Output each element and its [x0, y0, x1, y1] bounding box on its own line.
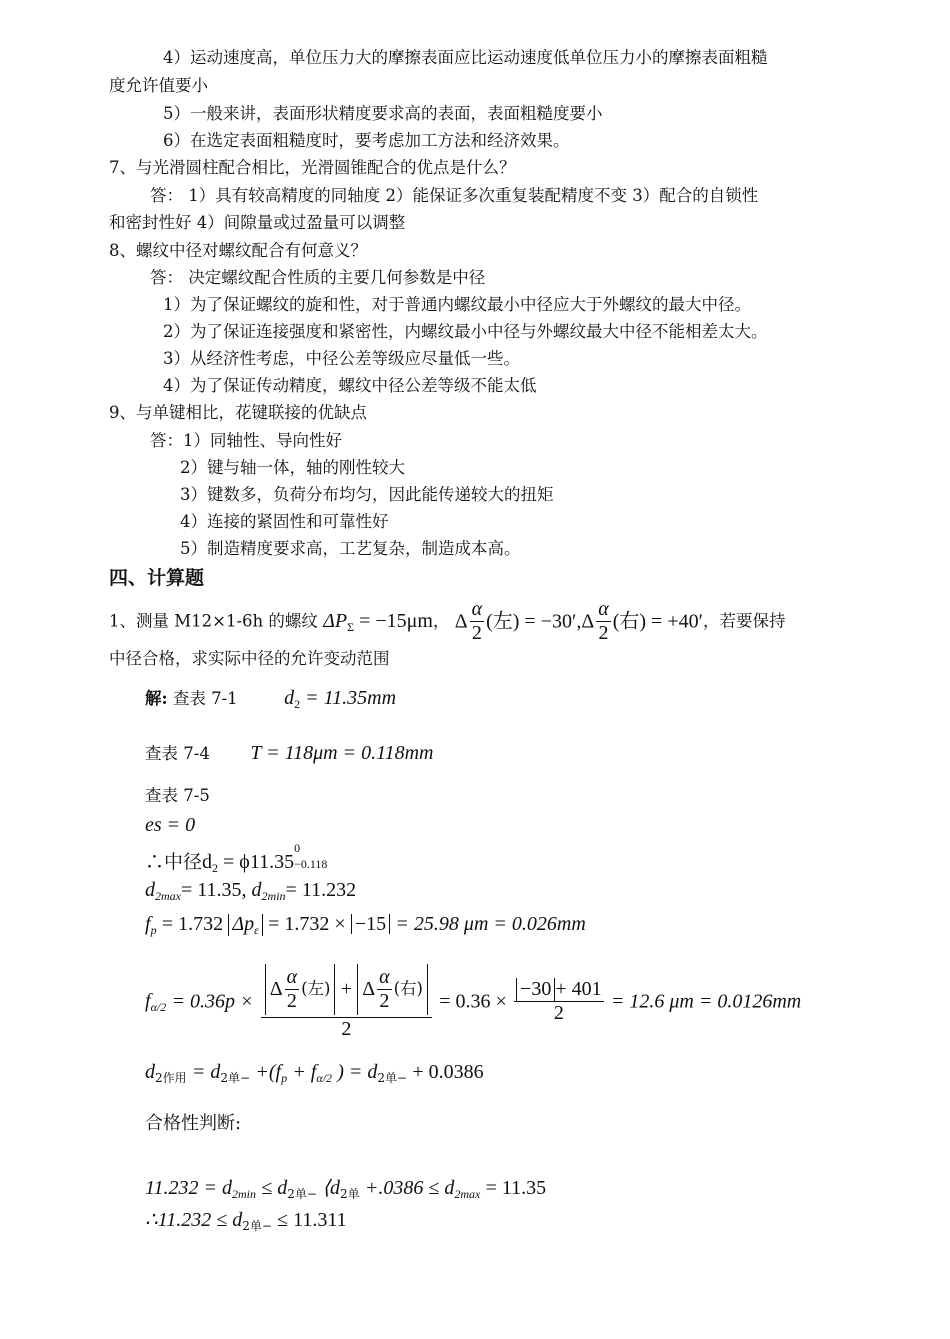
text-line: 2）为了保证连接强度和紧密性，内螺纹最小中径与外螺纹最大中径不能相差太大。 — [163, 322, 768, 341]
text-line: 4）运动速度高，单位压力大的摩擦表面应比运动速度低单位压力小的摩擦表面粗糙 — [163, 48, 768, 67]
text-line: 3）键数多，负荷分布均匀，因此能传递较大的扭矩 — [180, 485, 554, 504]
question-7: 7、与光滑圆柱配合相比，光滑圆锥配合的优点是什么？ — [109, 158, 516, 177]
solution-line-3: 查表 7-5 — [145, 786, 210, 805]
mid-diameter-line: ∴中径$d_2 = \phi 11.35$ 0 −0.118 — [145, 841, 328, 875]
solution-line-1: 解: 查表 7-1 $d_2 = 11.35mm$ — [145, 687, 397, 711]
text-line: 5）制造精度要求高，工艺复杂，制造成本高。 — [180, 539, 521, 558]
text-line: 答： 1）具有较高精度的同轴度 2）能保证多次重复装配精度不变 3）配合的自锁性 — [150, 186, 759, 205]
text-line: 6）在选定表面粗糙度时，要考虑加工方法和经济效果。 — [163, 131, 570, 150]
text-line: 度允许值要小 — [109, 76, 208, 95]
text-line: 3）从经济性考虑，中径公差等级应尽量低一些。 — [163, 349, 520, 368]
d2-limits-line: $d_{2max}= 11.35$, $d_{2min}= 11.232$ — [145, 879, 357, 903]
question-9: 9、与单键相比，花键联接的优缺点 — [109, 403, 367, 422]
solution-line-2: 查表 7-4 T = 118μm = 0.118mm — [145, 742, 434, 764]
problem-statement-line2: 中径合格，求实际中径的允许变动范围 — [109, 649, 390, 668]
fp-line: $f_p = 1.732$ $\Delta p_\varepsilon = 1.732 \times -15 = 25.98$ μm = 0.026mm — [145, 913, 586, 937]
text-line: 2）键与轴一体，轴的刚性较大 — [180, 458, 405, 477]
text-line: 4）连接的紧固性和可靠性好 — [180, 512, 389, 531]
question-8: 8、螺纹中径对螺纹配合有何意义？ — [109, 241, 367, 260]
es-line: es = 0 — [145, 814, 196, 836]
text-line: 答： 决定螺纹配合性质的主要几何参数是中径 — [150, 268, 486, 287]
d2-effective-line: $d_{2作用} = d_{2单-} +(f_p + f_{\alpha/2}$ ) = $d_{2单-} + 0.0386$ — [145, 1061, 484, 1085]
f-alpha-line: $f_{\alpha/2} = 0.36p$ × Δ $\frac{\alpha}{2}$ (左) + Δ $\frac{\alpha}{2}$ (右) 2 = 0.36 × $\frac{-30 + 401}{2}$ = 12.6 μm = 0.0126mm — [145, 962, 801, 1041]
text-line: 答：1）同轴性、导向性好 — [150, 431, 342, 450]
inequality-1: $11.232 = d_{2min} \le d_{2单-}$ $⟨d_{2单} +.0386 \le d_{2max} = 11.35$ — [145, 1177, 547, 1201]
text-line: 和密封性好 4）间隙量或过盈量可以调整 — [109, 213, 406, 232]
section-title: 四、计算题 — [109, 567, 205, 589]
inequality-2: ∴11.232 ≤ $d_{2单-} \le 11.311$ — [145, 1209, 347, 1233]
text-line: 4）为了保证传动精度，螺纹中径公差等级不能太低 — [163, 376, 537, 395]
problem-statement: 1、测量 M12×1-6h 的螺纹 $\Delta P_\Sigma = -15\mu m$， Δ $\frac{\alpha}{2}$ (左) = −30′,Δ $\frac{\alpha}{2}$ (右) = +40′，若要保持 — [109, 598, 786, 644]
text-line: 1）为了保证螺纹的旋和性，对于普通内螺纹最小中径应大于外螺纹的最大中径。 — [163, 295, 751, 314]
judgement-label: 合格性判断: — [145, 1113, 242, 1134]
text-line: 5）一般来讲，表面形状精度要求高的表面，表面粗糙度要小 — [163, 104, 603, 123]
